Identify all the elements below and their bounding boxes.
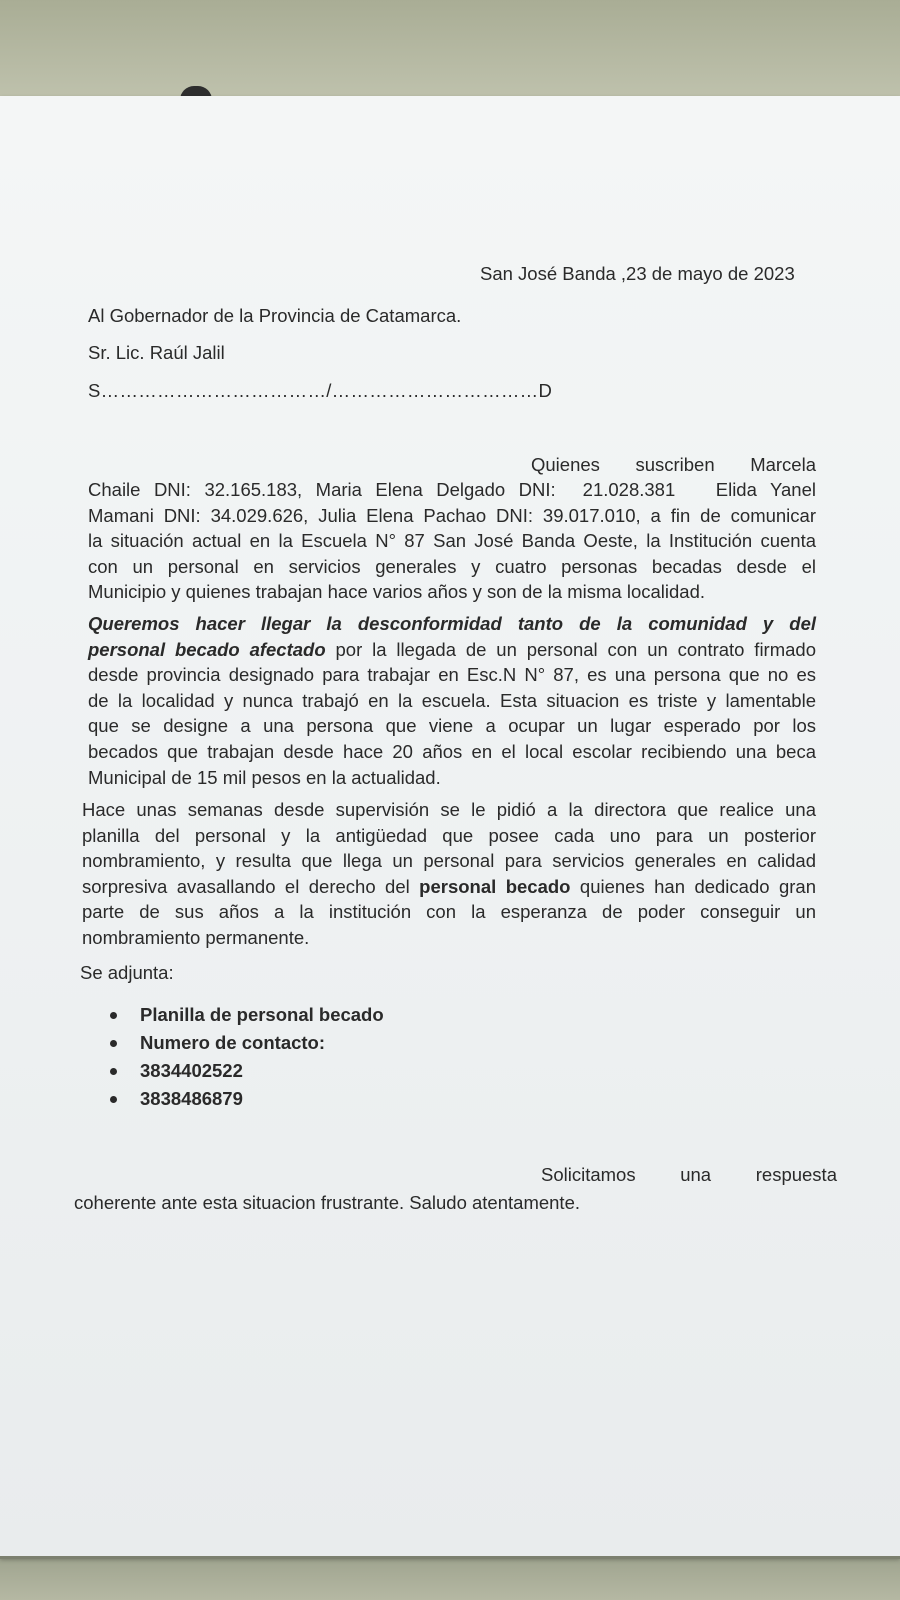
attachments-list <box>108 1001 384 1113</box>
intro-line-4: la situación actual en la Escuela N° 87 San José Banda Oeste, la Institución cuenta <box>88 530 816 552</box>
intro-paragraph <box>88 477 816 605</box>
closing-line-1: Solicitamos una respuesta <box>541 1164 837 1185</box>
attachment-item: 3834402522 <box>108 1057 384 1085</box>
intro-line-5: con un personal en servicios generales y cuatro personas becadas desde el <box>88 555 816 577</box>
complaint-line-7: Municipal de 15 mil pesos en la actualidad. <box>88 766 441 788</box>
context-line-4-pre: sorpresiva avasallando el derecho del <box>82 875 420 897</box>
context-line-6: nombramiento permanente. <box>82 926 310 948</box>
intro-first-line <box>531 452 816 478</box>
intro-line-2: Chaile DNI: 32.165.183, Maria Elena Delgado DNI: 21.028.381 Elida Yanel <box>88 479 816 500</box>
attachment-item: Planilla de personal becado <box>108 1001 384 1029</box>
intro-line-3: Mamani DNI: 34.029.626, Julia Elena Pachao DNI: 39.017.010, a fin de comunicar <box>88 504 816 526</box>
attachment-item: 3838486879 <box>108 1085 384 1113</box>
context-paragraph <box>82 797 816 951</box>
context-bold-phrase: personal becado <box>419 875 571 897</box>
page-edge <box>0 1556 900 1559</box>
complaint-line-6: becados que trabajan desde hace 20 años en el local escolar recibiendo una beca <box>88 740 816 762</box>
closing-first-line <box>541 1162 837 1188</box>
intro-line-6: Municipio y quienes trabajan hace varios años y son de la misma localidad. <box>88 581 706 603</box>
sd-line: S………………………………/……………………………D <box>88 380 553 401</box>
bullet-icon <box>110 1068 117 1075</box>
context-line-2: planilla del personal y la antigüedad que posee cada uno para un posterior <box>82 824 816 846</box>
background-bottom <box>0 1555 900 1600</box>
complaint-line-3: desde provincia designado para trabajar en Esc.N N° 87, es una persona que no es <box>88 664 816 686</box>
recipient-title: Al Gobernador de la Provincia de Catamarca. <box>88 305 462 326</box>
context-line-4-post: quienes han dedicado gran <box>570 875 816 897</box>
complaint-line-2 <box>88 637 816 663</box>
place-date: San José Banda ,23 de mayo de 2023 <box>480 263 795 284</box>
complaint-paragraph <box>88 611 816 790</box>
intro-line-1: Quienes suscriben Marcela <box>531 454 816 475</box>
complaint-line-5: que se designe a una persona que viene a ocupar un lugar esperado por los <box>88 715 816 737</box>
bullet-icon <box>110 1040 117 1047</box>
complaint-line-4: de la localidad y nunca trabajó en la escuela. Esta situacion es triste y lamentable <box>88 689 816 711</box>
complaint-bold-line: Queremos hacer llegar la desconformidad tanto de la comunidad y del <box>88 613 816 634</box>
context-line-3: nombramiento, y resulta que llega un personal para servicios generales en calidad <box>82 850 816 872</box>
background-top <box>0 0 900 100</box>
context-line-5: parte de sus años a la institución con la esperanza de poder conseguir un <box>82 901 816 923</box>
context-line-1: Hace unas semanas desde supervisión se le pidió a la directora que realice una <box>82 799 816 820</box>
complaint-line-2-rest: por la llegada de un personal con un contrato firmado <box>325 638 816 660</box>
complaint-bold-phrase: personal becado afectado <box>88 638 326 660</box>
attachment-item: Numero de contacto: <box>108 1029 384 1057</box>
recipient-name: Sr. Lic. Raúl Jalil <box>88 342 225 363</box>
attachments-label: Se adjunta: <box>80 962 174 983</box>
context-line-4 <box>82 874 816 900</box>
bullet-icon <box>110 1012 117 1019</box>
bullet-icon <box>110 1096 117 1103</box>
closing-line-2: coherente ante esta situacion frustrante. Saludo atentamente. <box>74 1192 580 1213</box>
